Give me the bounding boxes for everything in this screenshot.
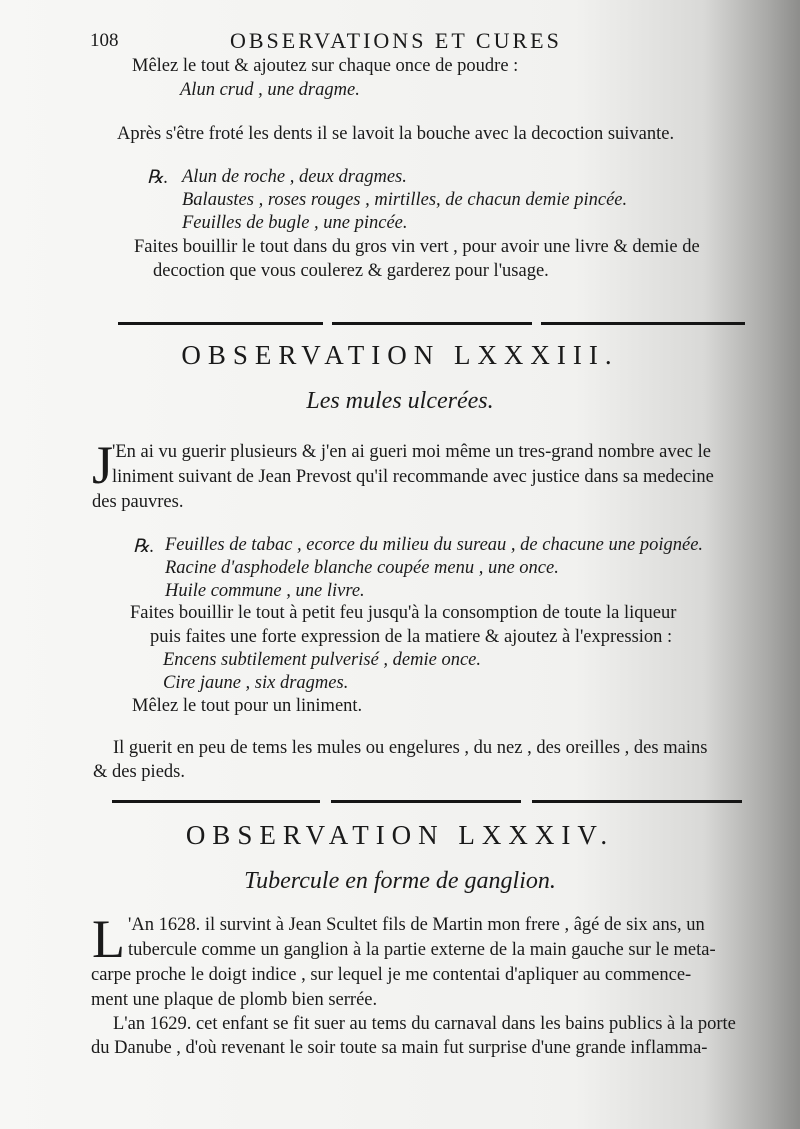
recipe-instruction: Faites bouillir le tout à petit feu jusqu'à la consomption de toute la liqueur [130,603,677,623]
divider-rule [112,800,320,803]
paragraph-line: liniment suivant de Jean Prevost qu'il recommande avec justice dans sa medecine [112,467,714,487]
recipe-symbol: ℞. [147,168,169,188]
divider-rule [532,800,742,803]
divider-rule [331,800,521,803]
divider-rule [541,322,745,325]
paragraph-line: du Danube , d'où revenant le soir toute sa main fut surprise d'une grande inflamma- [91,1038,708,1058]
drop-cap: J [92,435,114,495]
recipe-instruction: Faites bouillir le tout dans du gros vin vert , pour avoir une livre & demie de [134,237,700,257]
observation-heading: OBSERVATION LXXXIV. [185,820,615,850]
recipe-item: Feuilles de bugle , une pincée. [182,213,408,233]
recipe-instruction: decoction que vous coulerez & garderez pour l'usage. [153,261,549,281]
recipe-item: Cire jaune , six dragmes. [163,673,349,693]
recipe-item: Feuilles de tabac , ecorce du milieu du sureau , de chacune une poignée. [165,535,704,555]
recipe-item: Encens subtilement pulverisé , demie once. [163,650,481,670]
observation-subtitle: Les mules ulcerées. [306,388,494,414]
divider-rule [118,322,323,325]
drop-cap: L [92,909,125,969]
observation-heading: OBSERVATION LXXXIII. [181,340,619,370]
paragraph-line: tubercule comme un ganglion à la partie externe de la main gauche sur le meta- [128,940,716,960]
recipe-symbol: ℞. [133,537,155,557]
divider-rule [332,322,532,325]
paragraph-line: 'An 1628. il survint à Jean Scultet fils de Martin mon frere , âgé de six ans, un [128,915,705,935]
recipe-item: Balaustes , roses rouges , mirtilles, de chacun demie pincée. [182,190,628,210]
recipe-item: Alun de roche , deux dragmes. [182,167,407,187]
paragraph-line: L'an 1629. cet enfant se fit suer au tems du carnaval dans les bains publics à la porte [113,1014,736,1034]
paragraph-line: ment une plaque de plomb bien serrée. [91,990,378,1010]
paragraph-line: carpe proche le doigt indice , sur lequel je me contentai d'apliquer au commence- [91,965,692,985]
paragraph-line: 'En ai vu guerir plusieurs & j'en ai gueri moi même un tres-grand nombre avec le [112,442,711,462]
observation-subtitle: Tubercule en forme de ganglion. [244,868,556,894]
paragraph-line: des pauvres. [92,492,184,512]
text-line: Après s'être froté les dents il se lavoit la bouche avec la decoction suivante. [117,124,675,144]
paragraph-line: Il guerit en peu de tems les mules ou engelures , du nez , des oreilles , des mains [113,738,708,758]
recipe-item: Huile commune , une livre. [165,581,365,601]
paragraph-line: & des pieds. [93,762,185,782]
recipe-instruction: Mêlez le tout pour un liniment. [132,696,363,716]
running-title: OBSERVATIONS ET CURES [230,28,562,53]
page-number: 108 [90,30,119,51]
text-line: Mêlez le tout & ajoutez sur chaque once de poudre : [132,56,519,76]
text-line: Alun crud , une dragme. [180,80,360,100]
recipe-item: Racine d'asphodele blanche coupée menu , une once. [165,558,559,578]
recipe-instruction: puis faites une forte expression de la matiere & ajoutez à l'expression : [150,627,673,647]
